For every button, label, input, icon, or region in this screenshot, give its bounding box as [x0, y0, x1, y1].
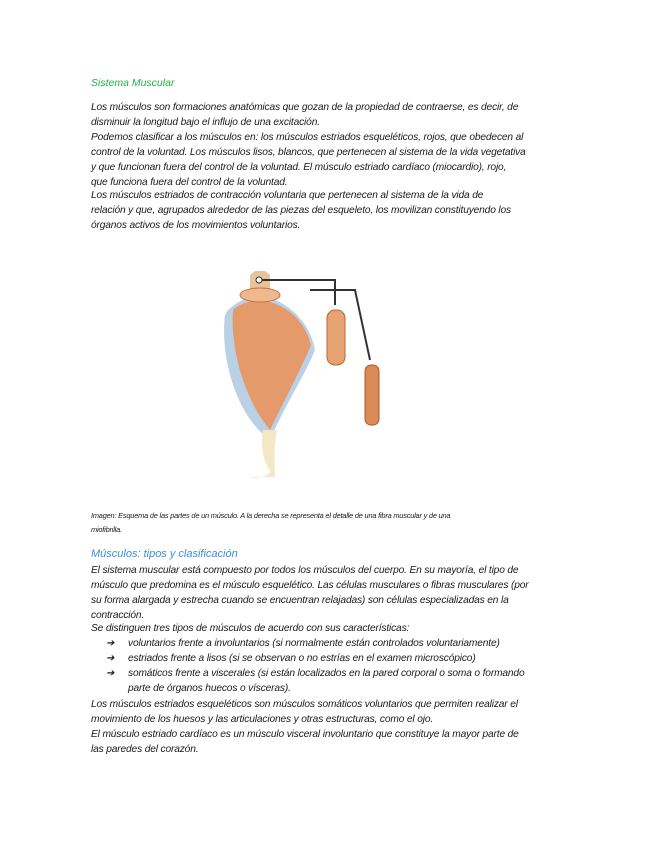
intro-line: Los músculos son formaciones anatómicas que gozan de la propiedad de contraerse, es decir, de	[91, 102, 519, 113]
bullet-item: voluntarios frente a involuntarios (si normalmente están controlados voluntariamente)	[128, 638, 500, 649]
arrow-bullet-icon: ➔	[106, 653, 115, 664]
document-title: Sistema Muscular	[91, 77, 175, 89]
bullet-item-continued: parte de órganos huecos o vísceras).	[128, 683, 291, 694]
intro-line: órganos activos de los movimientos voluntarios.	[91, 220, 301, 231]
image-caption: miofibrilla.	[91, 525, 122, 534]
image-caption: Imagen: Esquema de las partes de un músculo. A la derecha se representa el detalle de una fibra muscular y de una	[91, 511, 451, 520]
closing-line: las paredes del corazón.	[91, 744, 199, 755]
muscle-fiber	[327, 310, 345, 365]
body-line: Se distinguen tres tipos de músculos de acuerdo con sus características:	[91, 623, 410, 634]
closing-line: Los músculos estriados esqueléticos son músculos somáticos voluntarios que permiten realizar el	[91, 699, 518, 710]
body-line: su forma alargada y estrecha cuando se encuentran relajadas) son células especializadas en la	[91, 595, 509, 606]
intro-line: Podemos clasificar a los músculos en: los músculos estriados esqueléticos, rojos, que obedecen al	[91, 132, 524, 143]
closing-line: El músculo estriado cardíaco es un músculo visceral involuntario que constituye la mayor parte de	[91, 729, 519, 740]
arrow-bullet-icon: ➔	[106, 638, 115, 649]
intro-line: control de la voluntad. Los músculos lisos, blancos, que pertenecen al sistema de la vida vegetativa	[91, 147, 526, 158]
tendon-bottom	[250, 430, 277, 478]
myofibril	[365, 365, 379, 425]
intro-line: que funciona fuera del control de la voluntad.	[91, 177, 288, 188]
closing-line: movimiento de los huesos y las articulaciones y otras estructuras, como el ojo.	[91, 714, 434, 725]
intro-line: disminuir la longitud bajo el influjo de una excitación.	[91, 117, 320, 128]
body-line: contracción.	[91, 610, 145, 621]
muscle-diagram-image	[215, 265, 415, 490]
body-line: músculo que predomina es el músculo esquelético. Las células musculares o fibras musculares (por	[91, 580, 529, 591]
bullet-item: somáticos frente a viscerales (si están localizados en la pared corporal o soma o formando	[128, 668, 525, 679]
intro-line: y que funcionan fuera del control de la voluntad. El músculo estriado cardíaco (miocardio), rojo,	[91, 162, 507, 173]
intro-line: relación y que, agrupados alrededor de las piezas del esqueleto, los movilizan constituyendo los	[91, 205, 511, 216]
muscle-section	[240, 288, 280, 302]
section-heading: Músculos: tipos y clasificación	[91, 548, 238, 560]
arrow-bullet-icon: ➔	[106, 668, 115, 679]
pointer-dot	[256, 277, 262, 283]
bullet-item: estriados frente a lisos (si se observan o no estrías en el examen microscópico)	[128, 653, 476, 664]
intro-line: Los músculos estriados de contracción voluntaria que pertenecen al sistema de la vida de	[91, 190, 484, 201]
body-line: El sistema muscular está compuesto por todos los músculos del cuerpo. En su mayoría, el tipo de	[91, 565, 519, 576]
